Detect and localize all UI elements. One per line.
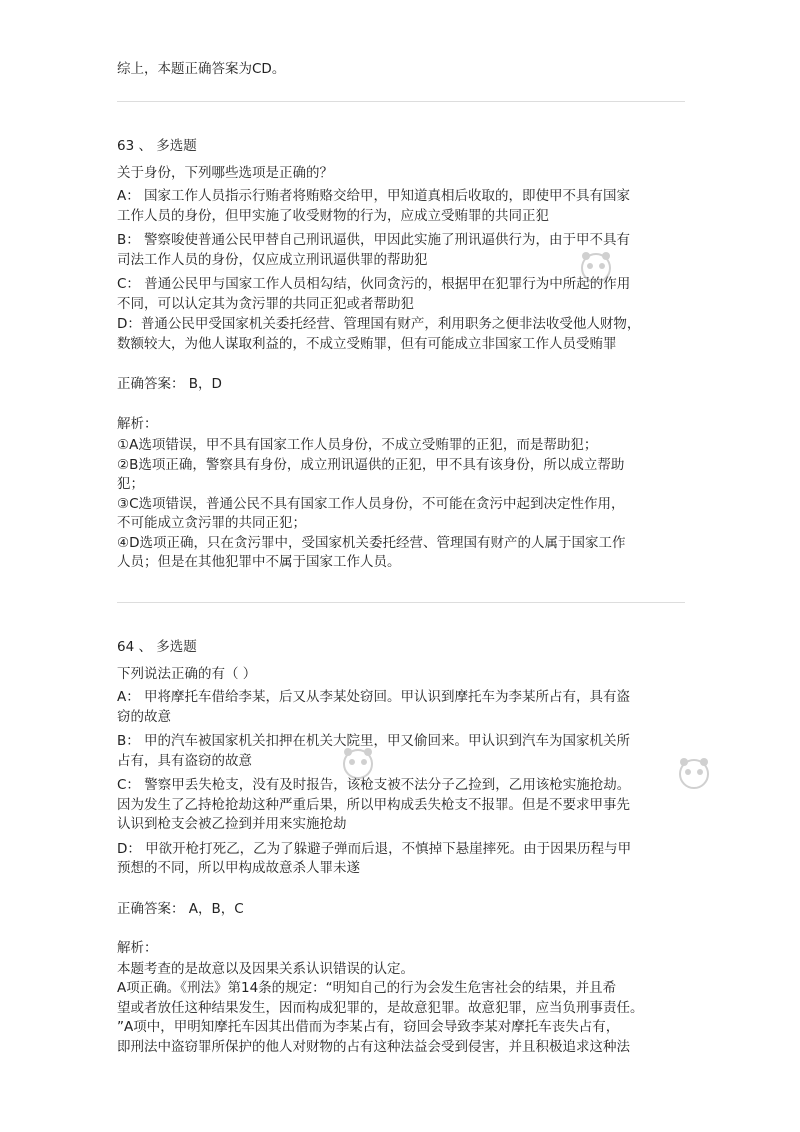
- question-64-analysis-label: 解析：: [117, 940, 158, 956]
- question-64-option-b: B： 甲的汽车被国家机关扣押在机关大院里，甲又偷回来。甲认识到汽车为国家机关所 占有，具有盗窃的故意: [117, 733, 631, 769]
- question-64-option-d: D： 甲欲开枪打死乙，乙为了躲避子弹而后退，不慎掉下悬崖摔死。由于因果历程与甲 预想的不同，所以甲构成故意杀人罪未遂: [117, 840, 632, 876]
- question-63-answer: 正确答案： B，D: [117, 376, 222, 392]
- question-64-analysis: 本题考查的是故意以及因果关系认识错误的认定。 A项正确。《刑法》第14条的规定：“明知自己的行为会发生危害社会的结果，并且希 望或者放任这种结果发生，因而构成犯罪的，是故意犯罪。故意犯罪，应当负刑事责任。 ”A项中，甲明知摩托车因其出借而为李某占有，窃回会导致李某对摩托车丧失占有， 即刑法中盗窃罪所保护的他人对财物的占有这种法益会受到侵害，并且积极追求这种法: [117, 960, 644, 1055]
- divider-1: [117, 101, 685, 102]
- question-63-option-a: A： 国家工作人员指示行贿者将贿赂交给甲，甲知道真相后收取的，即使甲不具有国家 工作人员的身份，但甲实施了收受财物的行为，应成立受贿罪的共同正犯: [117, 188, 631, 224]
- watermark-panda-icon: [676, 754, 712, 798]
- question-63-option-b: B： 警察唆使普通公民甲替自己刑讯逼供，甲因此实施了刑讯逼供行为，由于甲不具有 司法工作人员的身份，仅应成立刑讯逼供罪的帮助犯: [117, 232, 631, 268]
- question-63-analysis-label: 解析：: [117, 415, 158, 432]
- question-63-block: [117, 137, 640, 573]
- question-64-option-c: C： 警察甲丢失枪支，没有及时报告，该枪支被不法分子乙捡到，乙用该枪实施抢劫。 因为发生了乙持枪抢劫这种严重后果，所以甲构成丢失枪支不报罪。但是不要求甲事先 认识到枪支会被乙捡到并用来实施抢劫: [117, 777, 631, 832]
- question-63-header: 63 、 多选题: [117, 138, 197, 154]
- divider-2: [117, 602, 685, 603]
- question-64-stem: 下列说法正确的有（ ）: [117, 665, 257, 682]
- intro-line: 综上，本题正确答案为CD。: [117, 61, 286, 77]
- question-64-block: [117, 638, 644, 1057]
- question-64-answer: 正确答案： A，B，C: [117, 900, 244, 917]
- question-63-option-d: D：普通公民甲受国家机关委托经营、管理国有财产，利用职务之便非法收受他人财物， 数额较大，为他人谋取利益的，不成立受贿罪，但有可能成立非国家工作人员受贿罪: [117, 316, 641, 352]
- question-64-option-a: A： 甲将摩托车借给李某，后又从李某处窃回。甲认识到摩托车为李某所占有，具有盗 窃的故意: [117, 689, 631, 725]
- question-64-header: 64 、 多选题: [117, 639, 197, 655]
- question-63-analysis: ①A选项错误，甲不具有国家工作人员身份，不成立受贿罪的正犯，而是帮助犯； ②B选项正确，警察具有身份，成立刑讯逼供的正犯，甲不具有该身份，所以成立帮助 犯； ③C选项错误，普通公民不具有国家工作人员身份，不可能在贪污中起到决定性作用， 不可能成立贪污罪的共同正犯； ④D选项正确，只在贪污罪中，受国家机关委托经营、管理国有财产的人属于国家工作 人员；但是在其他犯罪中不属于国家工作人员。: [117, 437, 626, 570]
- question-63-option-c: C： 普通公民甲与国家工作人员相勾结，伙同贪污的，根据甲在犯罪行为中所起的作用 不同，可以认定其为贪污罪的共同正犯或者帮助犯: [117, 276, 631, 312]
- question-63-stem: 关于身份，下列哪些选项是正确的？: [117, 164, 333, 181]
